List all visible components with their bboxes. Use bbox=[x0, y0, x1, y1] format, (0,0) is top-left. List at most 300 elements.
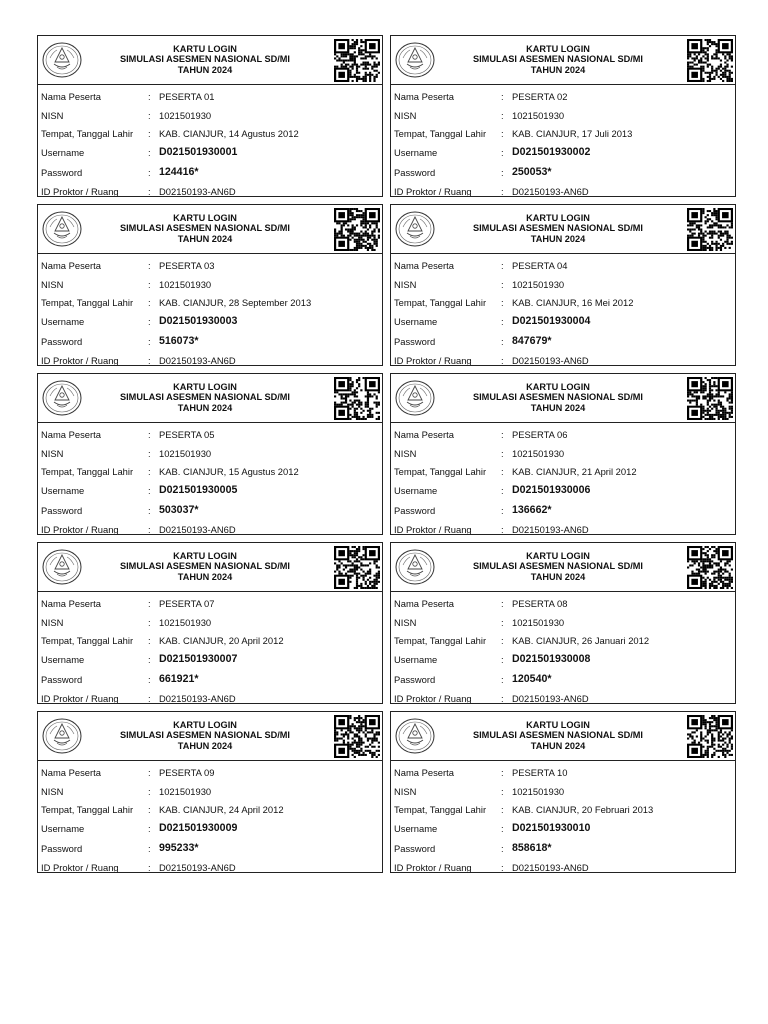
field-username bbox=[41, 312, 381, 331]
password-value: 661921* bbox=[159, 673, 199, 685]
separator: : bbox=[148, 485, 151, 496]
field-username bbox=[394, 819, 734, 838]
card-header bbox=[38, 712, 382, 761]
card-subtitle: SIMULASI ASESMEN NASIONAL SD/MI bbox=[120, 561, 290, 572]
login-card bbox=[37, 711, 383, 873]
qr-code-icon bbox=[334, 715, 380, 758]
login-card bbox=[390, 373, 736, 535]
password-label: Password bbox=[41, 674, 83, 685]
separator: : bbox=[501, 804, 504, 815]
separator: : bbox=[501, 316, 504, 327]
login-card bbox=[37, 35, 383, 197]
nisn-value: 1021501930 bbox=[159, 617, 212, 628]
username-label: Username bbox=[394, 316, 438, 327]
field-id-proktor-ruang bbox=[41, 351, 381, 366]
card-heading bbox=[443, 213, 673, 244]
field-tempat-tanggal-lahir bbox=[41, 462, 381, 481]
nisn-label: NISN bbox=[41, 279, 64, 290]
separator: : bbox=[148, 448, 151, 459]
separator: : bbox=[148, 297, 151, 308]
password-label: Password bbox=[41, 505, 83, 516]
field-nama-peserta bbox=[41, 256, 381, 275]
nama-peserta-label: Nama Peserta bbox=[41, 429, 101, 440]
separator: : bbox=[501, 524, 504, 535]
separator: : bbox=[501, 674, 504, 685]
login-card bbox=[37, 542, 383, 704]
separator: : bbox=[501, 297, 504, 308]
username-value: D021501930003 bbox=[159, 315, 238, 327]
password-label: Password bbox=[41, 167, 83, 178]
username-value: D021501930001 bbox=[159, 146, 238, 158]
separator: : bbox=[501, 91, 504, 102]
tempat-tanggal-lahir-value: KAB. CIANJUR, 20 Februari 2013 bbox=[512, 804, 654, 815]
field-username bbox=[394, 650, 734, 669]
field-tempat-tanggal-lahir bbox=[41, 800, 381, 819]
tut-wuri-handayani-logo-icon bbox=[394, 716, 436, 756]
card-year: TAHUN 2024 bbox=[530, 740, 586, 751]
card-title: KARTU LOGIN bbox=[526, 551, 590, 561]
tempat-tanggal-lahir-label: Tempat, Tanggal Lahir bbox=[394, 804, 487, 815]
tempat-tanggal-lahir-label: Tempat, Tanggal Lahir bbox=[394, 128, 487, 139]
tut-wuri-handayani-logo-icon bbox=[41, 378, 83, 418]
field-tempat-tanggal-lahir bbox=[394, 293, 734, 312]
separator: : bbox=[501, 147, 504, 158]
field-tempat-tanggal-lahir bbox=[41, 631, 381, 650]
nisn-label: NISN bbox=[394, 786, 417, 797]
password-label: Password bbox=[394, 843, 436, 854]
username-value: D021501930002 bbox=[512, 146, 591, 158]
username-value: D021501930008 bbox=[512, 653, 591, 665]
password-value: 858618* bbox=[512, 842, 552, 854]
nisn-value: 1021501930 bbox=[512, 786, 565, 797]
card-title: KARTU LOGIN bbox=[526, 382, 590, 392]
id-proktor-ruang-value: D02150193-AN6D bbox=[512, 186, 589, 197]
field-id-proktor-ruang bbox=[41, 520, 381, 535]
password-label: Password bbox=[41, 843, 83, 854]
username-label: Username bbox=[41, 823, 85, 834]
card-year: TAHUN 2024 bbox=[177, 402, 233, 413]
nama-peserta-value: PESERTA 08 bbox=[512, 598, 568, 609]
id-proktor-ruang-value: D02150193-AN6D bbox=[512, 693, 589, 704]
card-header bbox=[391, 36, 735, 85]
username-value: D021501930005 bbox=[159, 484, 238, 496]
login-card bbox=[390, 204, 736, 366]
id-proktor-ruang-value: D02150193-AN6D bbox=[512, 862, 589, 873]
nisn-value: 1021501930 bbox=[512, 279, 565, 290]
separator: : bbox=[501, 843, 504, 854]
separator: : bbox=[501, 786, 504, 797]
nama-peserta-label: Nama Peserta bbox=[41, 260, 101, 271]
separator: : bbox=[148, 91, 151, 102]
tut-wuri-handayani-logo-icon bbox=[41, 716, 83, 756]
nama-peserta-label: Nama Peserta bbox=[41, 598, 101, 609]
card-subtitle: SIMULASI ASESMEN NASIONAL SD/MI bbox=[120, 730, 290, 741]
nisn-value: 1021501930 bbox=[159, 279, 212, 290]
separator: : bbox=[148, 505, 151, 516]
tut-wuri-handayani-logo-icon bbox=[394, 547, 436, 587]
separator: : bbox=[501, 110, 504, 121]
card-subtitle: SIMULASI ASESMEN NASIONAL SD/MI bbox=[473, 730, 643, 741]
separator: : bbox=[148, 862, 151, 873]
card-year: TAHUN 2024 bbox=[177, 571, 233, 582]
username-label: Username bbox=[41, 147, 85, 158]
separator: : bbox=[148, 186, 151, 197]
field-tempat-tanggal-lahir bbox=[41, 124, 381, 143]
field-nisn bbox=[394, 782, 734, 801]
login-card bbox=[390, 35, 736, 197]
id-proktor-ruang-label: ID Proktor / Ruang bbox=[394, 524, 472, 535]
username-label: Username bbox=[41, 485, 85, 496]
separator: : bbox=[501, 186, 504, 197]
password-value: 995233* bbox=[159, 842, 199, 854]
card-heading bbox=[443, 382, 673, 413]
tempat-tanggal-lahir-value: KAB. CIANJUR, 26 Januari 2012 bbox=[512, 635, 650, 646]
username-label: Username bbox=[41, 316, 85, 327]
card-subtitle: SIMULASI ASESMEN NASIONAL SD/MI bbox=[473, 223, 643, 234]
nama-peserta-value: PESERTA 06 bbox=[512, 429, 568, 440]
field-username bbox=[394, 143, 734, 162]
username-label: Username bbox=[41, 654, 85, 665]
id-proktor-ruang-label: ID Proktor / Ruang bbox=[41, 862, 119, 873]
nisn-value: 1021501930 bbox=[512, 448, 565, 459]
qr-code-icon bbox=[334, 39, 380, 82]
separator: : bbox=[501, 654, 504, 665]
card-header bbox=[391, 205, 735, 254]
password-label: Password bbox=[41, 336, 83, 347]
username-value: D021501930009 bbox=[159, 822, 238, 834]
field-password bbox=[41, 501, 381, 520]
tempat-tanggal-lahir-label: Tempat, Tanggal Lahir bbox=[41, 635, 134, 646]
tempat-tanggal-lahir-value: KAB. CIANJUR, 16 Mei 2012 bbox=[512, 297, 634, 308]
username-label: Username bbox=[394, 485, 438, 496]
id-proktor-ruang-label: ID Proktor / Ruang bbox=[394, 693, 472, 704]
field-username bbox=[394, 312, 734, 331]
card-subtitle: SIMULASI ASESMEN NASIONAL SD/MI bbox=[473, 561, 643, 572]
nama-peserta-value: PESERTA 01 bbox=[159, 91, 215, 102]
field-password bbox=[394, 501, 734, 520]
field-password bbox=[394, 839, 734, 858]
card-title: KARTU LOGIN bbox=[173, 44, 237, 54]
card-heading bbox=[443, 720, 673, 751]
tut-wuri-handayani-logo-icon bbox=[394, 209, 436, 249]
separator: : bbox=[501, 767, 504, 778]
field-id-proktor-ruang bbox=[41, 182, 381, 197]
nisn-value: 1021501930 bbox=[512, 617, 565, 628]
field-password bbox=[41, 839, 381, 858]
id-proktor-ruang-label: ID Proktor / Ruang bbox=[394, 355, 472, 366]
id-proktor-ruang-value: D02150193-AN6D bbox=[512, 355, 589, 366]
separator: : bbox=[501, 336, 504, 347]
field-tempat-tanggal-lahir bbox=[394, 800, 734, 819]
separator: : bbox=[148, 147, 151, 158]
card-heading bbox=[443, 551, 673, 582]
password-value: 120540* bbox=[512, 673, 552, 685]
nama-peserta-label: Nama Peserta bbox=[41, 91, 101, 102]
card-header bbox=[391, 712, 735, 761]
separator: : bbox=[501, 485, 504, 496]
nama-peserta-value: PESERTA 10 bbox=[512, 767, 568, 778]
field-nisn bbox=[41, 613, 381, 632]
nisn-label: NISN bbox=[41, 448, 64, 459]
field-tempat-tanggal-lahir bbox=[41, 293, 381, 312]
field-nama-peserta bbox=[41, 763, 381, 782]
field-nisn bbox=[394, 613, 734, 632]
nama-peserta-value: PESERTA 05 bbox=[159, 429, 215, 440]
separator: : bbox=[501, 167, 504, 178]
id-proktor-ruang-label: ID Proktor / Ruang bbox=[41, 186, 119, 197]
password-value: 847679* bbox=[512, 335, 552, 347]
nama-peserta-label: Nama Peserta bbox=[394, 598, 454, 609]
nisn-label: NISN bbox=[394, 448, 417, 459]
separator: : bbox=[148, 843, 151, 854]
separator: : bbox=[148, 823, 151, 834]
tempat-tanggal-lahir-label: Tempat, Tanggal Lahir bbox=[41, 804, 134, 815]
card-header bbox=[38, 374, 382, 423]
id-proktor-ruang-value: D02150193-AN6D bbox=[159, 862, 236, 873]
field-password bbox=[41, 670, 381, 689]
qr-code-icon bbox=[687, 39, 733, 82]
card-heading bbox=[90, 213, 320, 244]
card-heading bbox=[443, 44, 673, 75]
qr-code-icon bbox=[334, 546, 380, 589]
field-id-proktor-ruang bbox=[394, 858, 734, 873]
nisn-value: 1021501930 bbox=[512, 110, 565, 121]
nama-peserta-label: Nama Peserta bbox=[394, 91, 454, 102]
field-tempat-tanggal-lahir bbox=[394, 124, 734, 143]
tempat-tanggal-lahir-value: KAB. CIANJUR, 15 Agustus 2012 bbox=[159, 466, 299, 477]
card-year: TAHUN 2024 bbox=[530, 571, 586, 582]
separator: : bbox=[148, 786, 151, 797]
qr-code-icon bbox=[687, 208, 733, 251]
password-value: 124416* bbox=[159, 166, 199, 178]
separator: : bbox=[148, 466, 151, 477]
separator: : bbox=[148, 128, 151, 139]
username-value: D021501930010 bbox=[512, 822, 591, 834]
tempat-tanggal-lahir-label: Tempat, Tanggal Lahir bbox=[41, 297, 134, 308]
field-password bbox=[394, 670, 734, 689]
login-card bbox=[390, 542, 736, 704]
separator: : bbox=[148, 635, 151, 646]
username-label: Username bbox=[394, 654, 438, 665]
card-header bbox=[391, 543, 735, 592]
tut-wuri-handayani-logo-icon bbox=[394, 40, 436, 80]
card-subtitle: SIMULASI ASESMEN NASIONAL SD/MI bbox=[473, 392, 643, 403]
separator: : bbox=[148, 524, 151, 535]
separator: : bbox=[501, 448, 504, 459]
password-value: 503037* bbox=[159, 504, 199, 516]
field-nama-peserta bbox=[41, 87, 381, 106]
nisn-label: NISN bbox=[394, 617, 417, 628]
separator: : bbox=[501, 128, 504, 139]
nama-peserta-value: PESERTA 02 bbox=[512, 91, 568, 102]
field-nama-peserta bbox=[394, 87, 734, 106]
field-password bbox=[41, 332, 381, 351]
card-subtitle: SIMULASI ASESMEN NASIONAL SD/MI bbox=[120, 392, 290, 403]
tut-wuri-handayani-logo-icon bbox=[41, 209, 83, 249]
field-username bbox=[41, 819, 381, 838]
card-title: KARTU LOGIN bbox=[173, 382, 237, 392]
tempat-tanggal-lahir-value: KAB. CIANJUR, 20 April 2012 bbox=[159, 635, 284, 646]
password-label: Password bbox=[394, 336, 436, 347]
qr-code-icon bbox=[687, 377, 733, 420]
separator: : bbox=[501, 862, 504, 873]
field-password bbox=[394, 163, 734, 182]
separator: : bbox=[148, 804, 151, 815]
nisn-value: 1021501930 bbox=[159, 448, 212, 459]
nama-peserta-value: PESERTA 09 bbox=[159, 767, 215, 778]
id-proktor-ruang-label: ID Proktor / Ruang bbox=[41, 355, 119, 366]
separator: : bbox=[148, 693, 151, 704]
tempat-tanggal-lahir-label: Tempat, Tanggal Lahir bbox=[394, 466, 487, 477]
field-nisn bbox=[394, 275, 734, 294]
nisn-label: NISN bbox=[41, 617, 64, 628]
separator: : bbox=[501, 429, 504, 440]
card-year: TAHUN 2024 bbox=[530, 64, 586, 75]
card-header bbox=[38, 543, 382, 592]
separator: : bbox=[148, 316, 151, 327]
login-card bbox=[390, 711, 736, 873]
card-heading bbox=[90, 382, 320, 413]
id-proktor-ruang-value: D02150193-AN6D bbox=[512, 524, 589, 535]
card-header bbox=[38, 36, 382, 85]
separator: : bbox=[148, 355, 151, 366]
card-header bbox=[391, 374, 735, 423]
field-username bbox=[41, 650, 381, 669]
card-title: KARTU LOGIN bbox=[173, 551, 237, 561]
nama-peserta-label: Nama Peserta bbox=[394, 260, 454, 271]
field-tempat-tanggal-lahir bbox=[394, 462, 734, 481]
separator: : bbox=[501, 823, 504, 834]
field-password bbox=[394, 332, 734, 351]
field-id-proktor-ruang bbox=[41, 689, 381, 704]
nama-peserta-value: PESERTA 03 bbox=[159, 260, 215, 271]
tut-wuri-handayani-logo-icon bbox=[41, 40, 83, 80]
tempat-tanggal-lahir-value: KAB. CIANJUR, 17 Juli 2013 bbox=[512, 128, 633, 139]
separator: : bbox=[501, 260, 504, 271]
field-username bbox=[41, 481, 381, 500]
id-proktor-ruang-value: D02150193-AN6D bbox=[159, 693, 236, 704]
qr-code-icon bbox=[334, 377, 380, 420]
card-title: KARTU LOGIN bbox=[526, 213, 590, 223]
field-id-proktor-ruang bbox=[394, 182, 734, 197]
card-subtitle: SIMULASI ASESMEN NASIONAL SD/MI bbox=[120, 54, 290, 65]
tempat-tanggal-lahir-value: KAB. CIANJUR, 14 Agustus 2012 bbox=[159, 128, 299, 139]
nama-peserta-value: PESERTA 07 bbox=[159, 598, 215, 609]
password-label: Password bbox=[394, 167, 436, 178]
nisn-label: NISN bbox=[41, 786, 64, 797]
id-proktor-ruang-value: D02150193-AN6D bbox=[159, 186, 236, 197]
card-year: TAHUN 2024 bbox=[177, 740, 233, 751]
separator: : bbox=[501, 355, 504, 366]
card-heading bbox=[90, 551, 320, 582]
card-year: TAHUN 2024 bbox=[177, 233, 233, 244]
separator: : bbox=[148, 279, 151, 290]
id-proktor-ruang-value: D02150193-AN6D bbox=[159, 524, 236, 535]
nisn-value: 1021501930 bbox=[159, 110, 212, 121]
separator: : bbox=[148, 674, 151, 685]
separator: : bbox=[148, 429, 151, 440]
card-header bbox=[38, 205, 382, 254]
separator: : bbox=[501, 505, 504, 516]
field-nisn bbox=[41, 106, 381, 125]
nisn-label: NISN bbox=[394, 110, 417, 121]
separator: : bbox=[148, 167, 151, 178]
password-label: Password bbox=[394, 674, 436, 685]
field-nisn bbox=[394, 444, 734, 463]
nama-peserta-label: Nama Peserta bbox=[394, 429, 454, 440]
separator: : bbox=[501, 635, 504, 646]
card-title: KARTU LOGIN bbox=[173, 720, 237, 730]
username-label: Username bbox=[394, 823, 438, 834]
card-title: KARTU LOGIN bbox=[173, 213, 237, 223]
field-nama-peserta bbox=[394, 425, 734, 444]
separator: : bbox=[148, 598, 151, 609]
field-username bbox=[41, 143, 381, 162]
password-value: 136662* bbox=[512, 504, 552, 516]
separator: : bbox=[148, 110, 151, 121]
username-value: D021501930006 bbox=[512, 484, 591, 496]
login-card bbox=[37, 373, 383, 535]
field-tempat-tanggal-lahir bbox=[394, 631, 734, 650]
nisn-label: NISN bbox=[394, 279, 417, 290]
field-nama-peserta bbox=[394, 594, 734, 613]
separator: : bbox=[501, 279, 504, 290]
card-year: TAHUN 2024 bbox=[530, 402, 586, 413]
separator: : bbox=[148, 336, 151, 347]
field-id-proktor-ruang bbox=[394, 689, 734, 704]
nama-peserta-label: Nama Peserta bbox=[394, 767, 454, 778]
qr-code-icon bbox=[334, 208, 380, 251]
separator: : bbox=[148, 260, 151, 271]
card-year: TAHUN 2024 bbox=[530, 233, 586, 244]
field-nisn bbox=[41, 782, 381, 801]
separator: : bbox=[148, 654, 151, 665]
card-subtitle: SIMULASI ASESMEN NASIONAL SD/MI bbox=[473, 54, 643, 65]
password-label: Password bbox=[394, 505, 436, 516]
tempat-tanggal-lahir-value: KAB. CIANJUR, 24 April 2012 bbox=[159, 804, 284, 815]
field-username bbox=[394, 481, 734, 500]
card-year: TAHUN 2024 bbox=[177, 64, 233, 75]
separator: : bbox=[501, 693, 504, 704]
username-value: D021501930007 bbox=[159, 653, 238, 665]
tempat-tanggal-lahir-label: Tempat, Tanggal Lahir bbox=[394, 635, 487, 646]
card-title: KARTU LOGIN bbox=[526, 720, 590, 730]
tut-wuri-handayani-logo-icon bbox=[394, 378, 436, 418]
field-nama-peserta bbox=[41, 425, 381, 444]
tempat-tanggal-lahir-label: Tempat, Tanggal Lahir bbox=[41, 128, 134, 139]
nisn-label: NISN bbox=[41, 110, 64, 121]
id-proktor-ruang-label: ID Proktor / Ruang bbox=[41, 524, 119, 535]
card-subtitle: SIMULASI ASESMEN NASIONAL SD/MI bbox=[120, 223, 290, 234]
field-nisn bbox=[394, 106, 734, 125]
tempat-tanggal-lahir-value: KAB. CIANJUR, 28 September 2013 bbox=[159, 297, 312, 308]
card-heading bbox=[90, 720, 320, 751]
card-heading bbox=[90, 44, 320, 75]
password-value: 250053* bbox=[512, 166, 552, 178]
id-proktor-ruang-value: D02150193-AN6D bbox=[159, 355, 236, 366]
field-password bbox=[41, 163, 381, 182]
separator: : bbox=[501, 598, 504, 609]
separator: : bbox=[501, 466, 504, 477]
nisn-value: 1021501930 bbox=[159, 786, 212, 797]
nama-peserta-label: Nama Peserta bbox=[41, 767, 101, 778]
tempat-tanggal-lahir-label: Tempat, Tanggal Lahir bbox=[41, 466, 134, 477]
id-proktor-ruang-label: ID Proktor / Ruang bbox=[394, 186, 472, 197]
field-id-proktor-ruang bbox=[394, 520, 734, 535]
field-id-proktor-ruang bbox=[41, 858, 381, 873]
password-value: 516073* bbox=[159, 335, 199, 347]
id-proktor-ruang-label: ID Proktor / Ruang bbox=[41, 693, 119, 704]
